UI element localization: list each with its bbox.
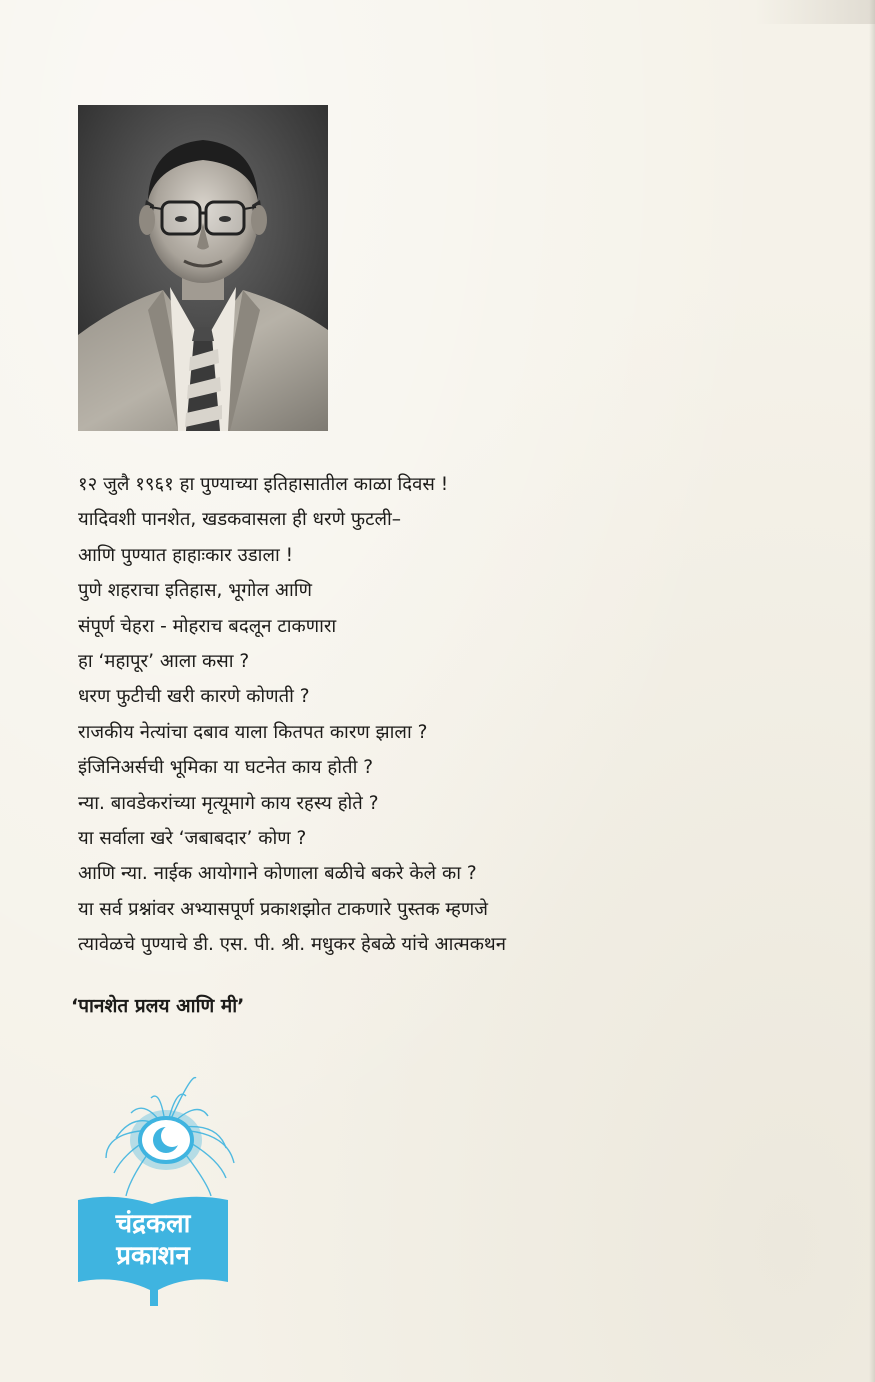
blurb-text	[78, 467, 578, 963]
blurb-line: यादिवशी पानशेत, खडकवासला ही धरणे फुटली–	[78, 509, 402, 531]
blurb-line: धरण फुटीची खरी कारणे कोणती ?	[78, 686, 310, 708]
blurb-line: १२ जुलै १९६१ हा पुण्याच्या इतिहासातील काळा दिवस !	[78, 474, 449, 495]
paper-edge	[869, 0, 875, 1382]
blurb-line: इंजिनिअर्सची भूमिका या घटनेत काय होती ?	[78, 757, 374, 779]
blurb-line: त्यावेळचे पुण्याचे डी. एस. पी. श्री. मधुकर हेबळे यांचे आत्मकथन	[78, 934, 507, 956]
blurb-line: या सर्व प्रश्नांवर अभ्यासपूर्ण प्रकाशझोत टाकणारे पुस्तक म्हणजे	[78, 898, 488, 920]
peacock-feather-moon-icon	[76, 1068, 236, 1308]
book-title: ‘पानशेत प्रलय आणि मी’	[71, 995, 245, 1017]
blurb-line: संपूर्ण चेहरा - मोहराच बदलून टाकणारा	[78, 615, 337, 637]
blurb-line: पुणे शहराचा इतिहास, भूगोल आणि	[78, 580, 312, 602]
blurb-line: राजकीय नेत्यांचा दबाव याला कितपत कारण झाला ?	[78, 721, 428, 743]
publisher-name-line1: चंद्रकला	[115, 1209, 191, 1239]
author-photo	[78, 105, 328, 431]
blurb-line: आणि न्या. नाईक आयोगाने कोणाला बळीचे बकरे केले का ?	[78, 863, 477, 885]
paper-wear	[755, 0, 875, 24]
blurb-line: या सर्वाला खरे ‘जबाबदार’ कोण ?	[78, 828, 307, 850]
publisher-logo	[76, 1068, 236, 1308]
blurb-line: आणि पुण्यात हाहाःकार उडाला !	[78, 544, 294, 566]
publisher-name-line2: प्रकाशन	[116, 1241, 190, 1271]
blurb-line: हा ‘महापूर’ आला कसा ?	[78, 651, 250, 673]
blurb-line: न्या. बावडेकरांच्या मृत्यूमागे काय रहस्य होते ?	[78, 792, 379, 814]
author-portrait-icon	[78, 105, 328, 431]
